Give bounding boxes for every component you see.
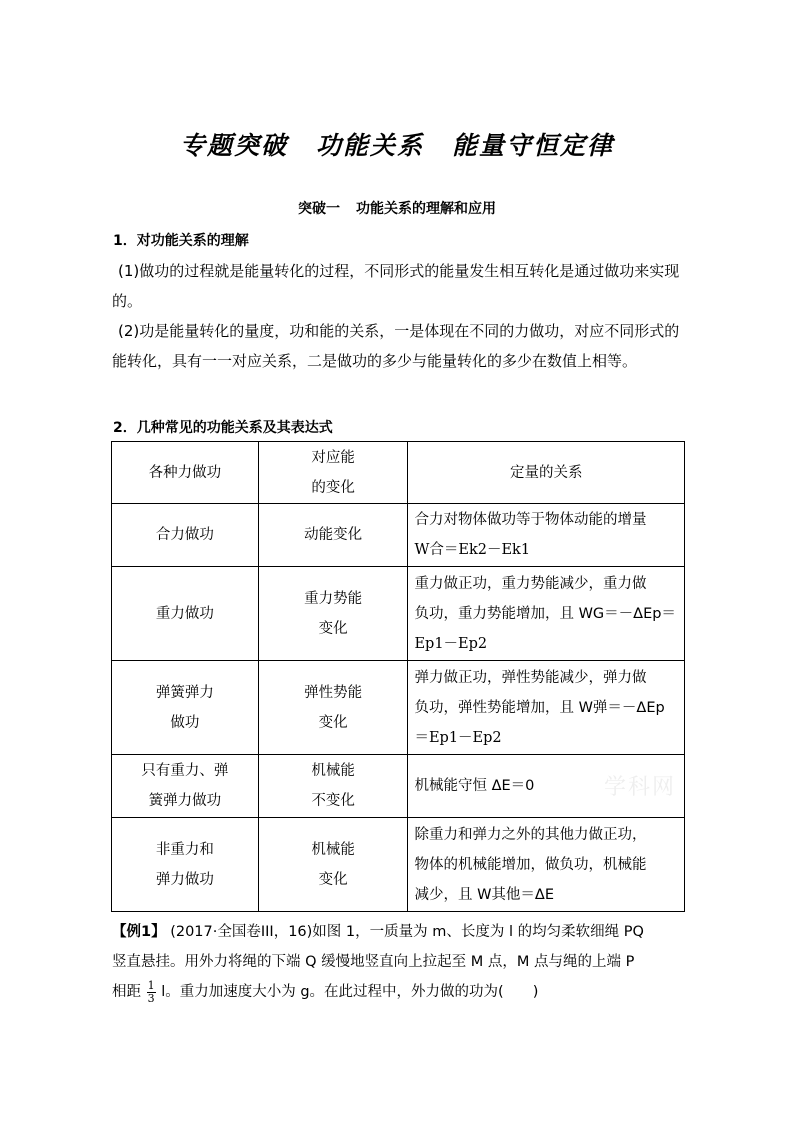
cell-relation: 机械能守恒 ΔE＝0 xyxy=(408,755,685,818)
example-line-3-end: l。重力加速度大小为 g。在此过程中，外力做的功为( ) xyxy=(161,984,539,1000)
fraction: $\frac{1}{3}$ xyxy=(147,978,155,1005)
formula: W合＝Ek2－Ek1 xyxy=(414,542,531,558)
point-1-heading: 1．对功能关系的理解 xyxy=(113,233,249,249)
section-name: 功能关系的理解和应用 xyxy=(356,201,496,217)
table-header-row xyxy=(112,442,685,504)
point-1-paragraph-2: (2)功是能量转化的量度，功和能的关系，一是体现在不同的力做功，对应不同形式的能转化，具有一一对应关系，二是做功的多少与能量转化的多少在数值上相等。 xyxy=(112,322,680,370)
title-part-3: 能量守恒定律 xyxy=(452,131,615,160)
table-row xyxy=(112,755,685,818)
header-force: 各种力做功 xyxy=(112,442,259,504)
cell-relation: 弹力做正功，弹性势能减少，弹力做 负功，弹性势能增加，且 W弹＝－ΔEp ＝Ep1－Ep2 xyxy=(408,661,685,755)
header-relation: 定量的关系 xyxy=(408,442,685,504)
cell-force: 合力做功 xyxy=(112,504,259,567)
example-line-2: 竖直悬挂。用外力将绳的下端 Q 缓慢地竖直向上拉起至 M 点，M 点与绳的上端 P xyxy=(112,954,635,970)
title-part-2: 功能关系 xyxy=(315,131,424,160)
cell-energy: 机械能 不变化 xyxy=(258,755,408,818)
header-energy: 对应能 的变化 xyxy=(258,442,408,504)
section-heading xyxy=(0,198,794,218)
point-2-heading: 2．几种常见的功能关系及其表达式 xyxy=(113,420,333,436)
table-row xyxy=(112,504,685,567)
title-part-1: 专题突破 xyxy=(179,131,288,160)
section-label: 突破一 xyxy=(298,201,340,217)
table-row xyxy=(112,818,685,912)
cell-force: 重力做功 xyxy=(112,567,259,661)
cell-relation: 合力对物体做功等于物体动能的增量 W合＝Ek2－Ek1 xyxy=(408,504,685,567)
example-line-1: (2017·全国卷III，16)如图 1，一质量为 m、长度为 l 的均匀柔软细绳 PQ xyxy=(170,924,644,940)
table-row xyxy=(112,661,685,755)
table-row xyxy=(112,567,685,661)
cell-relation: 除重力和弹力之外的其他力做正功， 物体的机械能增加，做负功，机械能 减少，且 W其他＝ΔE xyxy=(408,818,685,912)
cell-energy: 机械能 变化 xyxy=(258,818,408,912)
example-line-3-start: 相距 xyxy=(112,984,141,1000)
page-title xyxy=(0,126,794,162)
watermark: 学科网 xyxy=(604,775,677,800)
example-1 xyxy=(112,917,686,1007)
cell-force: 弹簧弹力 做功 xyxy=(112,661,259,755)
cell-relation: 重力做正功，重力势能减少，重力做 负功，重力势能增加，且 WG＝－ΔEp＝ Ep1－Ep2 xyxy=(408,567,685,661)
cell-force: 非重力和 弹力做功 xyxy=(112,818,259,912)
cell-energy: 弹性势能 变化 xyxy=(258,661,408,755)
energy-relation-table xyxy=(111,441,685,912)
cell-force: 只有重力、弹 簧弹力做功 xyxy=(112,755,259,818)
point-1-paragraph-1: (1)做功的过程就是能量转化的过程，不同形式的能量发生相互转化是通过做功来实现的。 xyxy=(112,262,680,310)
example-label: 【例1】 xyxy=(112,924,166,940)
cell-energy: 重力势能 变化 xyxy=(258,567,408,661)
cell-energy: 动能变化 xyxy=(258,504,408,567)
